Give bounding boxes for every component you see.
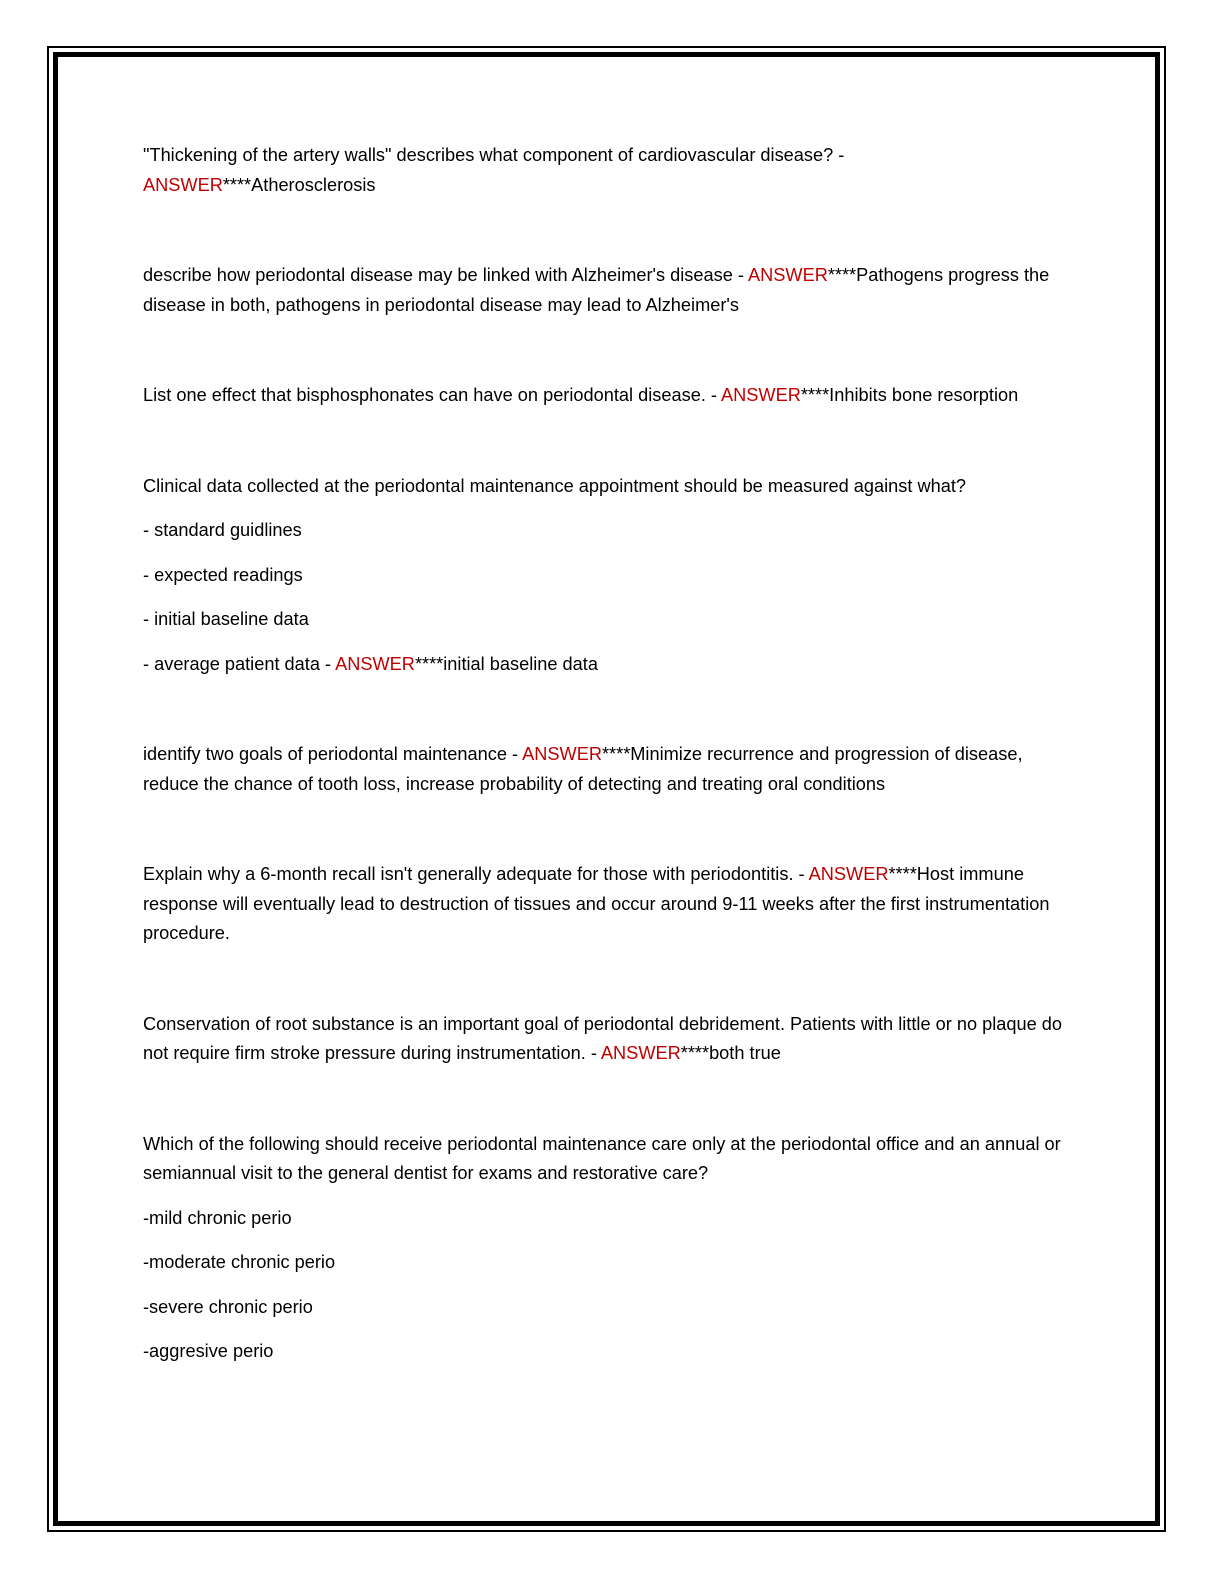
question-text: Explain why a 6-month recall isn't generally adequate for those with periodontitis. - [143, 864, 809, 884]
answer-label: ANSWER [721, 385, 801, 405]
qa-item [143, 472, 1063, 680]
question-paragraph [143, 1010, 1063, 1069]
question-paragraph [143, 261, 1063, 320]
option-line [143, 1293, 1063, 1323]
answer-text: both true [709, 1043, 781, 1063]
question-paragraph [143, 141, 1063, 200]
option-text: -aggresive perio [143, 1341, 274, 1361]
answer-separator: **** [222, 174, 252, 195]
answer-separator: **** [680, 1043, 710, 1063]
answer-label: ANSWER [143, 174, 223, 195]
answer-text: Host immune response will eventually lead to destruction of tissues and occur around 9-11 weeks after the first instrumentation procedure. [143, 864, 1050, 943]
option-line [143, 1248, 1063, 1278]
answer-separator: **** [827, 265, 857, 285]
option-text: - initial baseline data [143, 609, 309, 629]
question-paragraph [143, 860, 1063, 949]
answer-text: Inhibits bone resorption [829, 385, 1019, 405]
option-line [143, 650, 1063, 680]
question-paragraph [143, 472, 1063, 502]
answer-text: Atherosclerosis [251, 174, 376, 195]
answer-separator: **** [888, 864, 917, 884]
option-line [143, 1337, 1063, 1367]
answer-text: Pathogens progress the disease in both, pathogens in periodontal disease may lead to Alzheimer's [143, 265, 1050, 315]
answer-separator: **** [800, 385, 830, 405]
answer-separator: **** [414, 653, 444, 674]
question-text: Which of the following should receive periodontal maintenance care only at the periodontal office and an annual or semiannual visit to the general dentist for exams and restorative care? [143, 1133, 1061, 1183]
answer-label: ANSWER [808, 864, 889, 884]
question-paragraph [143, 740, 1063, 799]
qa-item [143, 860, 1063, 949]
qa-item [143, 740, 1063, 799]
answer-separator: **** [601, 744, 631, 764]
qa-item [143, 261, 1063, 320]
question-text: Conservation of root substance is an important goal of periodontal debridement. Patients with little or no plaque do not require firm stroke pressure during instrumentation. - [143, 1013, 1063, 1063]
answer-label: ANSWER [335, 653, 415, 674]
option-line [143, 605, 1063, 635]
option-text: -moderate chronic perio [143, 1252, 336, 1272]
question-text: describe how periodontal disease may be linked with Alzheimer's disease - [143, 265, 748, 285]
qa-item [143, 141, 1063, 200]
question-text: List one effect that bisphosphonates can have on periodontal disease. - [143, 385, 722, 405]
question-text: Clinical data collected at the periodontal maintenance appointment should be measured against what? [143, 475, 967, 496]
answer-label: ANSWER [600, 1043, 681, 1063]
question-paragraph [143, 381, 1063, 411]
answer-text: initial baseline data [443, 653, 598, 674]
option-text: -severe chronic perio [143, 1296, 313, 1317]
option-line [143, 516, 1063, 546]
qa-item [143, 381, 1063, 411]
option-line [143, 561, 1063, 591]
answer-label: ANSWER [522, 744, 602, 764]
question-paragraph [143, 1130, 1063, 1189]
question-text: "Thickening of the artery walls" describes what component of cardiovascular disease? - [143, 145, 845, 165]
qa-item [143, 1010, 1063, 1069]
option-text: - expected readings [143, 564, 303, 585]
document-body [143, 141, 1063, 1367]
option-line [143, 1204, 1063, 1234]
answer-text: Minimize recurrence and progression of disease, reduce the chance of tooth loss, increase probability of detecting and treating oral conditions [143, 744, 1023, 794]
qa-item [143, 1130, 1063, 1367]
answer-label: ANSWER [748, 265, 828, 285]
option-text: - standard guidlines [143, 520, 302, 540]
option-text: -mild chronic perio [143, 1207, 292, 1228]
option-text: - average patient data - [143, 653, 336, 674]
question-text: identify two goals of periodontal maintenance - [143, 744, 523, 764]
